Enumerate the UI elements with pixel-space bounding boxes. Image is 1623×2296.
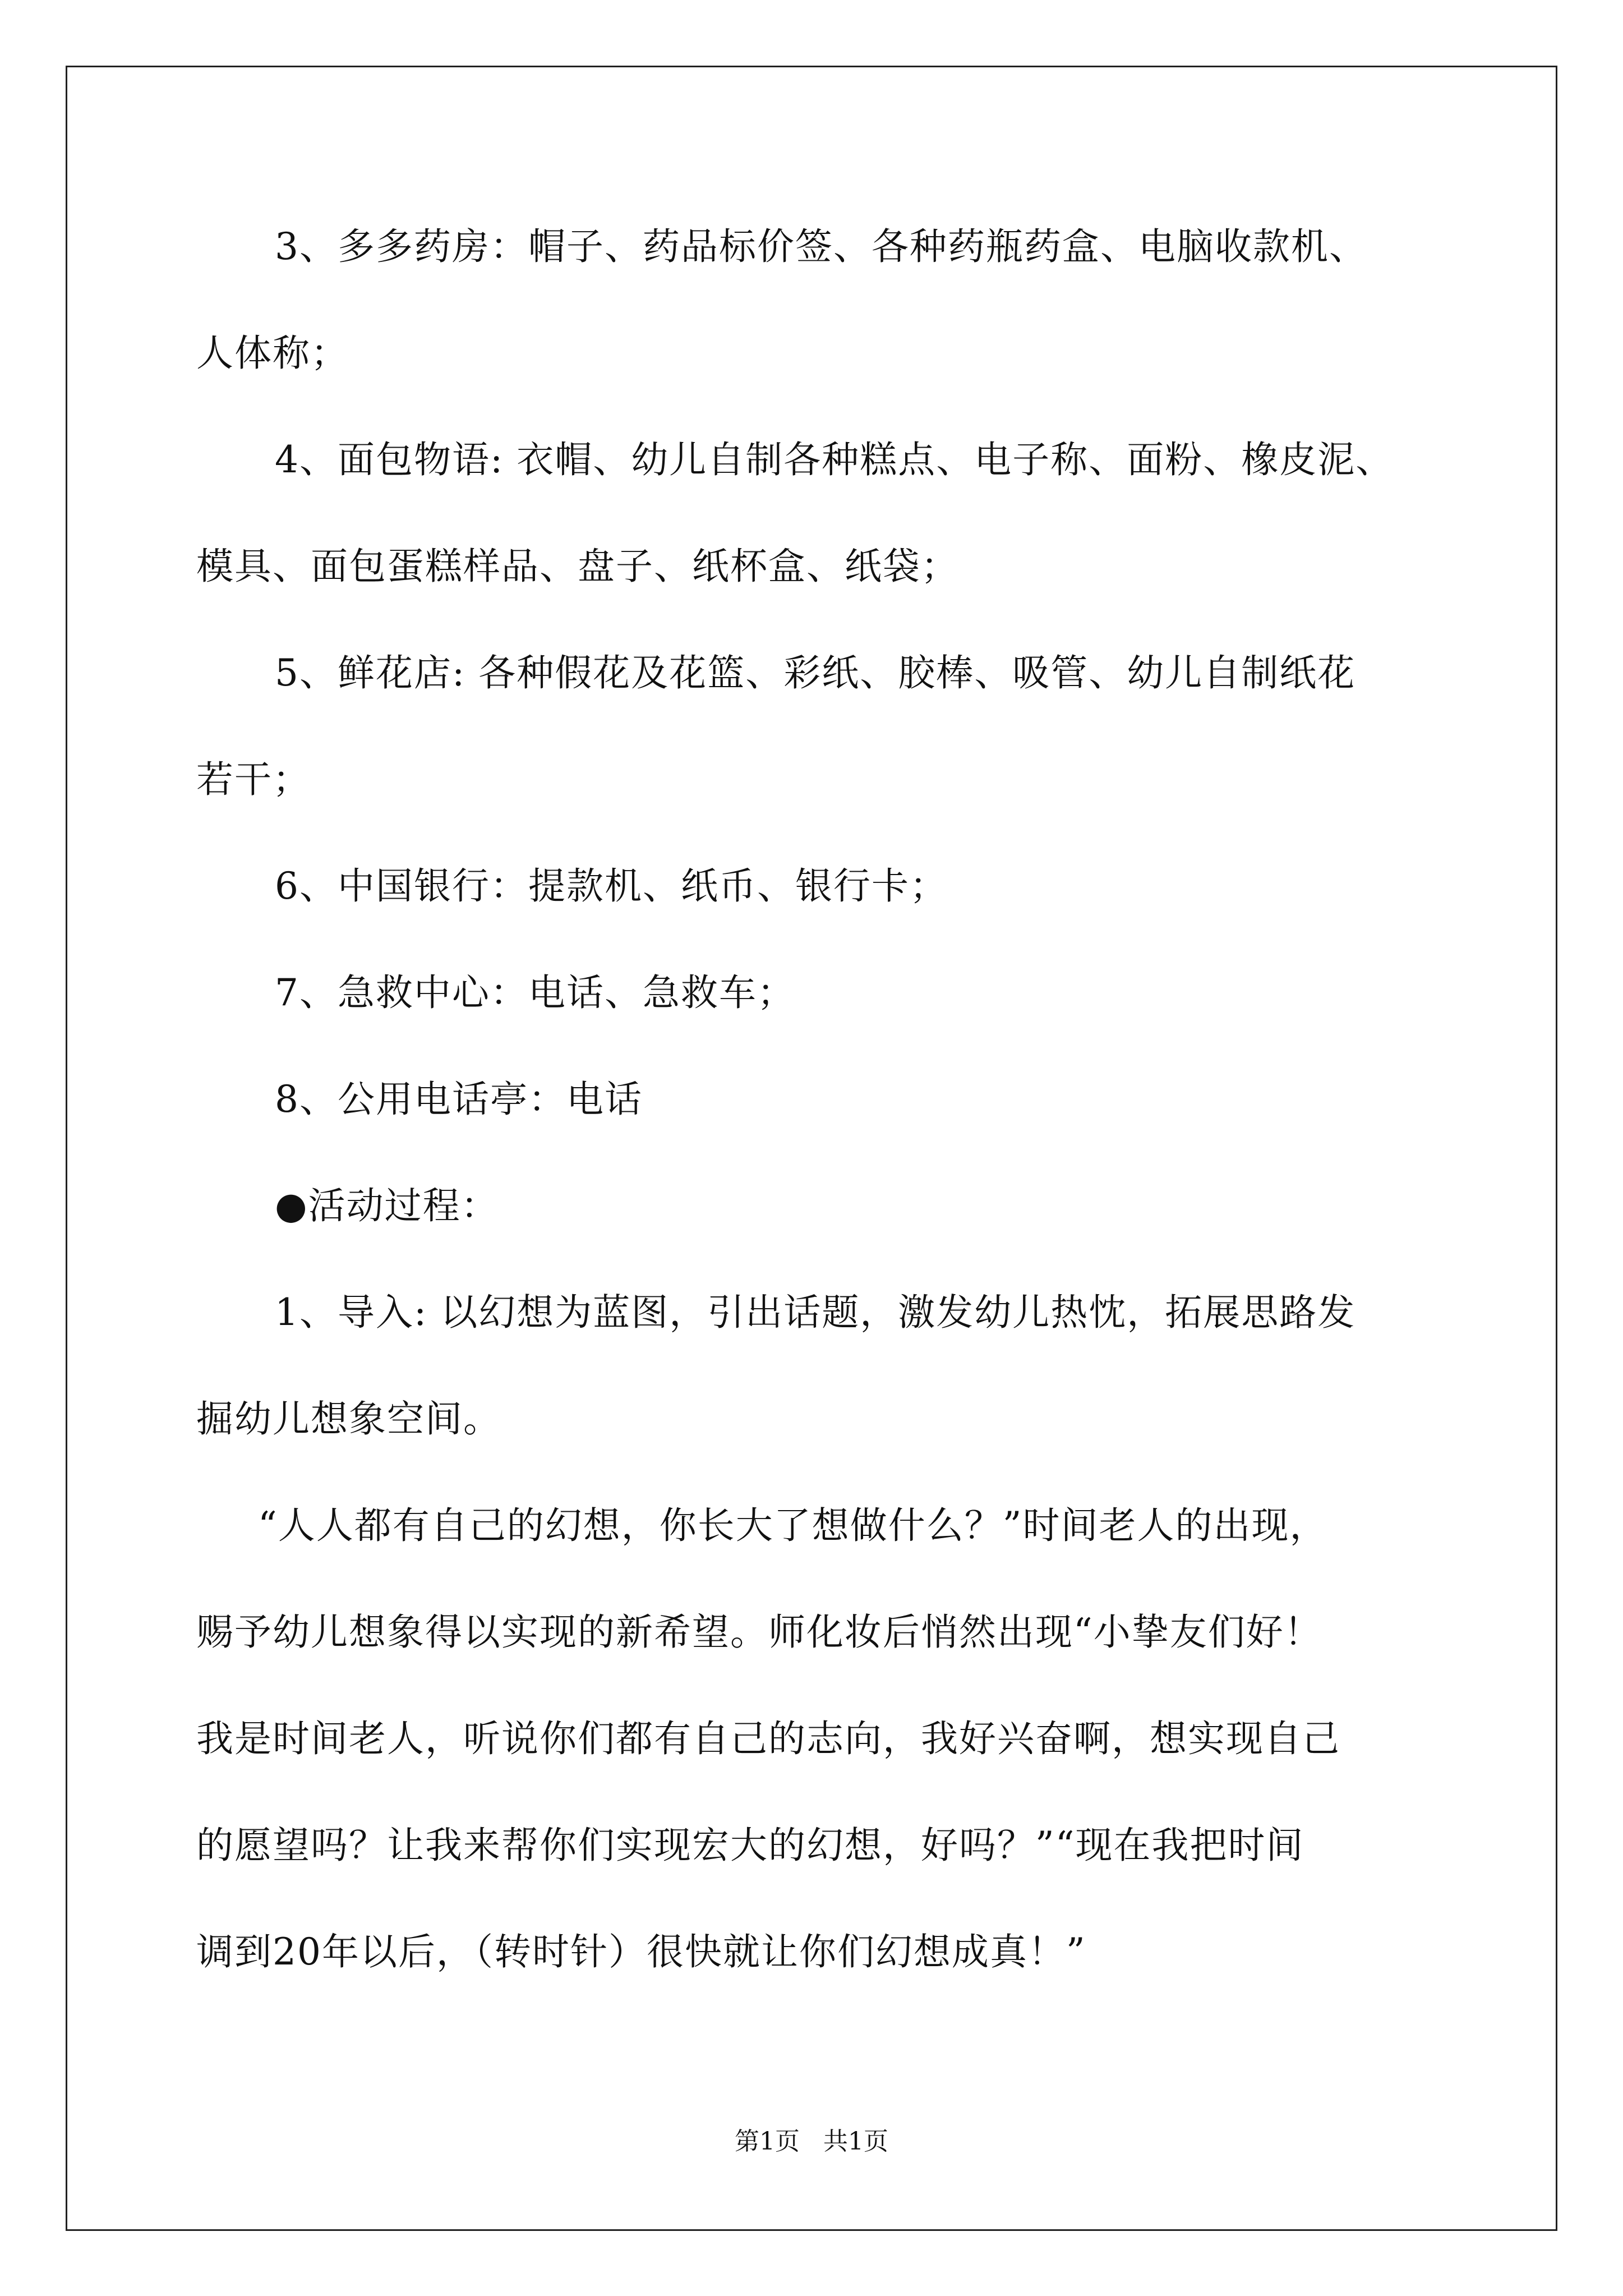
text-line: 人体称； — [196, 332, 349, 375]
text-line: 我是时间老人，听说你们都有自己的志向，我好兴奋啊，想实现自己 — [196, 1717, 1340, 1760]
text-line: 模具、面包蛋糕样品、盘子、纸杯盒、纸袋； — [196, 545, 959, 588]
text-line: 调到20年以后，（转时针）很快就让你们幻想成真！” — [196, 1930, 1086, 1973]
text-line: 掘幼儿想象空间。 — [196, 1397, 501, 1441]
text-line: 7、急救中心：电话、急救车； — [275, 971, 795, 1014]
page-footer: 第1页 共1页 — [735, 2127, 888, 2156]
page-border — [66, 66, 1557, 2231]
text-line: 赐予幼儿想象得以实现的新希望。师化妆后悄然出现“小挚友们好！ — [196, 1611, 1322, 1654]
text-line: 6、中国银行：提款机、纸币、银行卡； — [275, 864, 948, 908]
text-line: 8、公用电话亭：电话 — [275, 1078, 643, 1121]
text-line: 5、鲜花店: 各种假花及花篮、彩纸、胶棒、吸管、幼儿自制纸花 — [275, 651, 1356, 694]
section-heading: ●活动过程： — [275, 1184, 499, 1227]
text-line: 若干； — [196, 758, 311, 801]
text-line: 的愿望吗？让我来帮你们实现宏大的幻想，好吗？”“现在我把时间 — [196, 1824, 1304, 1867]
text-line: 4、面包物语: 衣帽、幼儿自制各种糕点、电子称、面粉、橡皮泥、 — [275, 438, 1394, 481]
text-line: “人人都有自己的幻想，你长大了想做什么？”时间老人的出现， — [258, 1504, 1328, 1547]
text-line: 3、多多药房：帽子、药品标价签、各种药瓶药盒、电脑收款机、 — [275, 225, 1367, 268]
text-line: 1、导入: 以幻想为蓝图，引出话题，激发幼儿热忱，拓展思路发 — [275, 1291, 1356, 1334]
